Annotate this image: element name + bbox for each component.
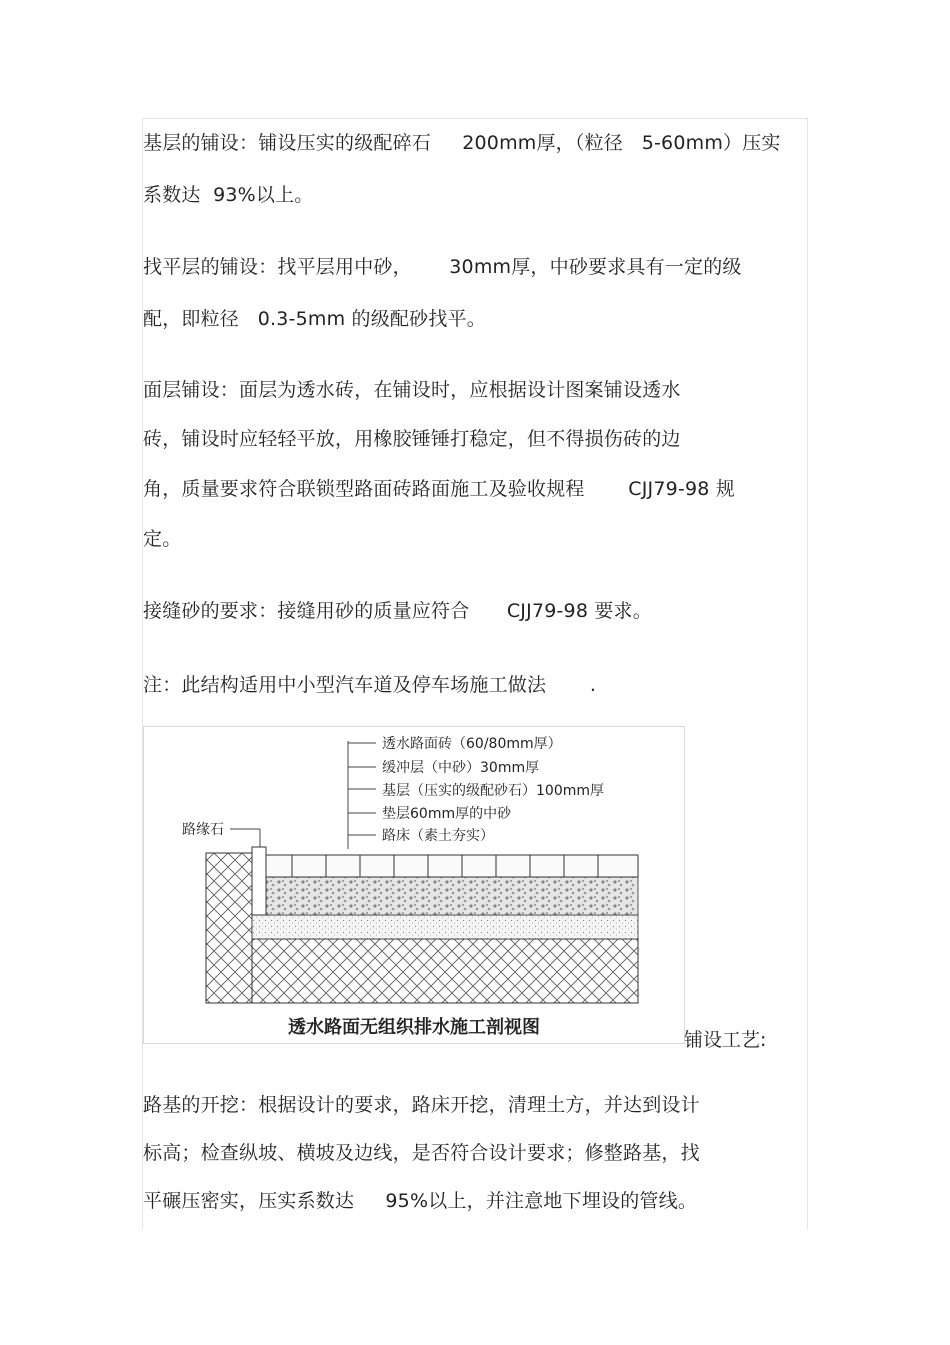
paragraph-base-layer-line2: 系数达 93%以上。 [143, 184, 314, 206]
label-roadbed: 路床（素土夯实） [382, 828, 494, 844]
figure-caption: 透水路面无组织排水施工剖视图 [288, 1017, 540, 1038]
paragraph-joint-sand: 接缝砂的要求：接缝用砂的质量应符合 CJJ79-98 要求。 [143, 600, 652, 622]
cross-section-figure [143, 726, 685, 1044]
subgrade-layer [252, 939, 638, 1003]
label-curb: 路缘石 [182, 822, 224, 838]
label-base-layer: 基层（压实的级配砂石）100mm厚 [382, 783, 604, 799]
label-cushion-sand: 垫层60mm厚的中砂 [382, 806, 512, 822]
label-paving-brick: 透水路面砖（60/80mm厚） [382, 736, 562, 752]
paving-process-heading: 铺设工艺: [684, 1029, 767, 1051]
paragraph-surface-line3: 角，质量要求符合联锁型路面砖路面施工及验收规程 CJJ79-98 规 [143, 478, 736, 500]
paragraph-surface-line1: 面层铺设：面层为透水砖，在铺设时，应根据设计图案铺设透水 [143, 379, 681, 401]
paragraph-base-layer-line1: 基层的铺设：铺设压实的级配碎石 200mm厚，（粒径 5-60mm）压实 [143, 132, 781, 154]
paragraph-leveling-line1: 找平层的铺设：找平层用中砂， 30mm厚，中砂要求具有一定的级 [143, 256, 742, 278]
paragraph-leveling-line2: 配，即粒径 0.3-5mm 的级配砂找平。 [143, 308, 486, 330]
curb-stone [252, 847, 266, 915]
curb-ground [206, 853, 252, 1003]
label-cushion-layer: 缓冲层（中砂）30mm厚 [382, 760, 540, 776]
paragraph-roadbed-line2: 标高；检查纵坡、横坡及边线，是否符合设计要求；修整路基，找 [143, 1142, 700, 1164]
cross-section-diagram [144, 727, 684, 1043]
paragraph-surface-line4: 定。 [143, 528, 182, 550]
paragraph-roadbed-line1: 路基的开挖：根据设计的要求，路床开挖，清理土方，并达到设计 [143, 1094, 700, 1116]
paving-brick-layer [262, 855, 638, 877]
cushion-sand-layer [252, 915, 638, 939]
paragraph-note: 注：此结构适用中小型汽车道及停车场施工做法 . [143, 674, 597, 696]
base-gravel-layer [262, 877, 638, 915]
paragraph-roadbed-line3: 平碾压密实，压实系数达 95%以上，并注意地下埋设的管线。 [143, 1190, 698, 1212]
paragraph-surface-line2: 砖，铺设时应轻轻平放，用橡胶锤锤打稳定，但不得损伤砖的边 [143, 428, 681, 450]
